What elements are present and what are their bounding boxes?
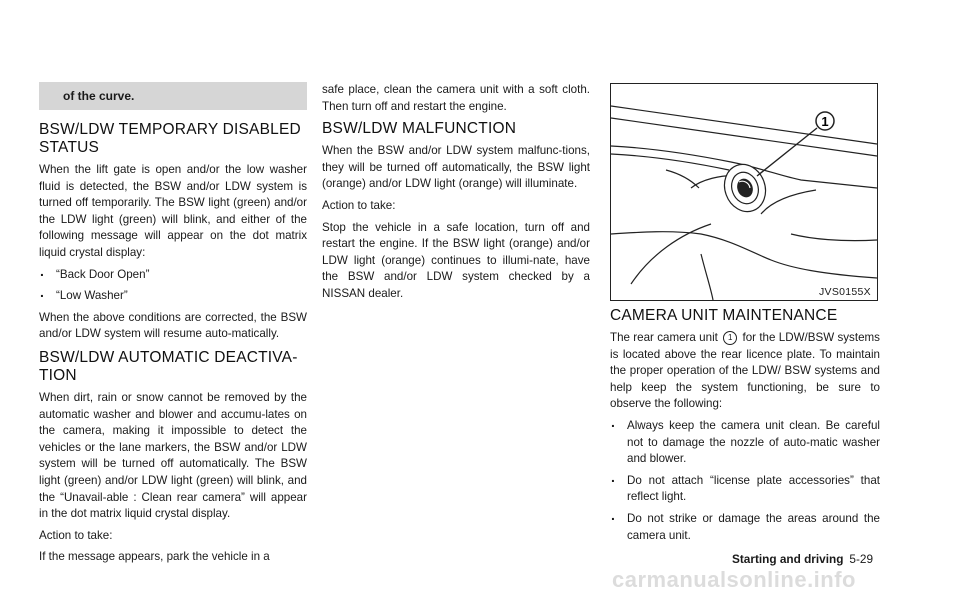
figure-code: JVS0155X [818, 286, 871, 298]
camera-figure [610, 83, 878, 301]
paragraph: When the above conditions are corrected, the BSW and/or LDW system will resume auto-matically. [39, 310, 307, 341]
paragraph: When the BSW and/or LDW system malfunc-tions, they will be turned off automatically, the BSW light (orange) and/or LDW light (orange) will illuminate. [322, 144, 590, 191]
paragraph: Action to take: [322, 198, 396, 212]
paragraph-text: The rear camera unit [610, 331, 718, 344]
camera-illustration [611, 84, 877, 300]
callout-number: 1 [821, 114, 829, 129]
paragraph: safe place, clean the camera unit with a soft cloth. Then turn off and restart the engine. [322, 83, 590, 113]
callout-number-inline: 1 [723, 331, 737, 345]
bullet-item: . “Low Washer” [39, 288, 307, 305]
bullet-item: . Do not attach “license plate accessories” that reflect light. [610, 473, 880, 506]
bullet-item: . Do not strike or damage the areas around the camera unit. [610, 511, 880, 544]
column-middle [322, 82, 590, 308]
heading-temporary-disabled: BSW/LDW TEMPORARY DISABLED STATUS [39, 121, 301, 156]
paragraph [610, 330, 880, 413]
heading-automatic-deactivation: BSW/LDW AUTOMATIC DEACTIVA-TION [39, 348, 298, 384]
paragraph: When dirt, rain or snow cannot be removed by the automatic washer and blower and accumu-lates on the camera, making it impossible to detect the vehicles or the lane markers, the BSW and/or LDW system will be turned off automatically. The BSW light (green) and/or LDW light (green) will blink, and the “Unavail-able : Clean rear camera” will appear in the dot matrix liquid crystal display. [39, 390, 307, 521]
paragraph: When the lift gate is open and/or the low washer fluid is detected, the BSW and/or LDW system is turned off temporarily. The BSW light (green) and/or the LDW light (green) will blink, and either of the following message will appear on the dot matrix liquid crystal display: [39, 163, 307, 259]
bullet-item: . “Back Door Open” [39, 267, 307, 284]
page-number: 5-29 [849, 552, 874, 566]
bullet-item: . Always keep the camera unit clean. Be careful not to damage the nozzle of auto-matic washer and blower. [610, 418, 880, 468]
column-right [610, 307, 880, 549]
paragraph: Action to take: [39, 528, 113, 542]
heading-malfunction: BSW/LDW MALFUNCTION [322, 120, 517, 138]
note-box [39, 82, 307, 110]
column-left [39, 121, 307, 571]
note-box-text: of the curve. [63, 89, 135, 103]
watermark: carmanualsonline.info [612, 567, 856, 592]
page-footer [732, 552, 873, 566]
heading-camera-maintenance: CAMERA UNIT MAINTENANCE [610, 307, 838, 324]
paragraph: If the message appears, park the vehicle in a [39, 550, 270, 564]
paragraph: Stop the vehicle in a safe location, turn off and restart the engine. If the BSW light (orange) and/or LDW light (orange) continues to illumi-nate, have the BSW and/or LDW system checked by a NISSAN dealer. [322, 220, 590, 300]
footer-section: Starting and driving [732, 552, 844, 566]
paragraph-text: for the LDW/BSW systems is located above the rear licence plate. To maintain the proper operation of the LDW/ BSW systems and help keep the system functioning, be sure to observe the following: [610, 331, 880, 411]
